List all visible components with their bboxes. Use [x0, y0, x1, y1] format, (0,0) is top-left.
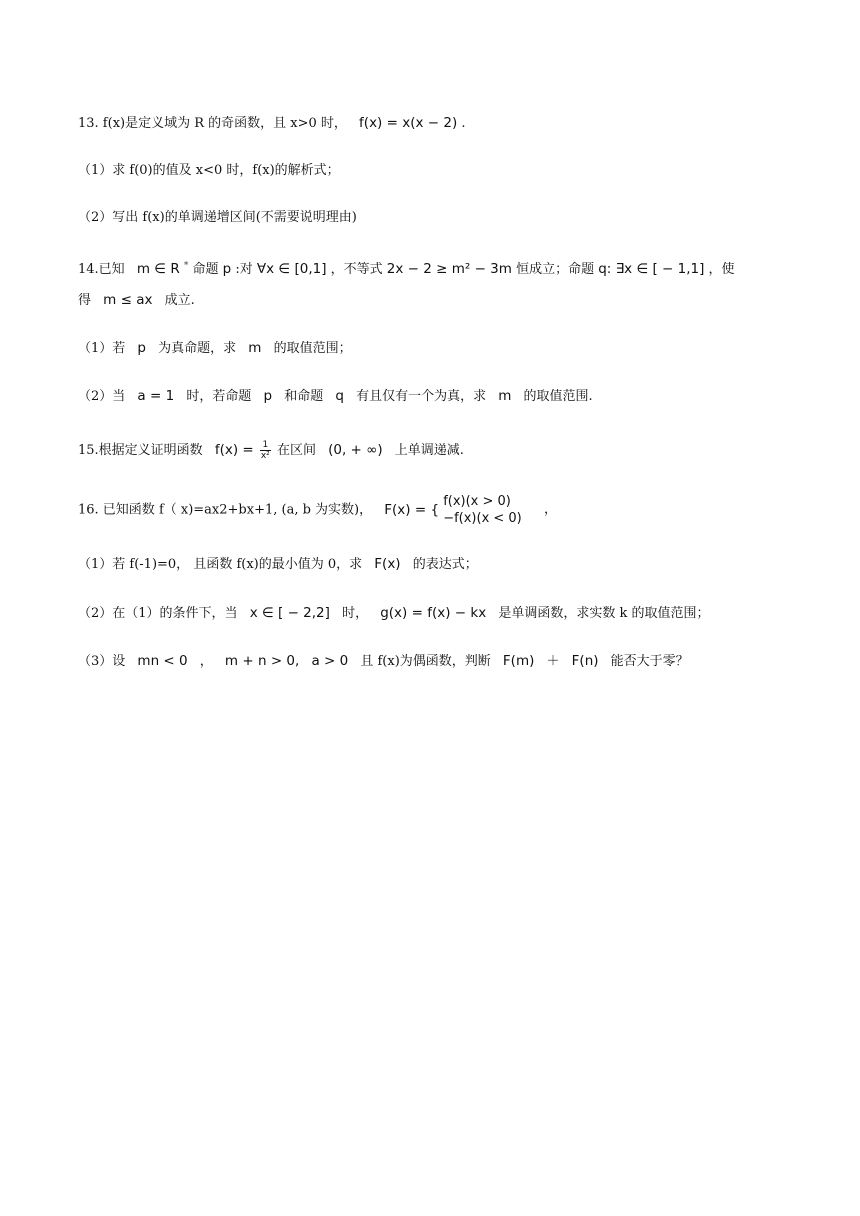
q16-part3-plus: ＋ — [546, 654, 560, 669]
q13-text: 13. f(x)是定义域为 R 的奇函数，且 x>0 时， — [78, 116, 347, 131]
q14-text: 得 — [78, 293, 92, 308]
q14-part2-text: 时，若命题 — [186, 389, 252, 404]
q14-formula-forall: ∀x ∈ [0,1] — [256, 261, 327, 277]
q16-part3-formula: F(n) — [571, 653, 599, 669]
q16-part2-formula: x ∈ [ − 2,2] — [249, 605, 330, 621]
q14-formula-inequality: 2x − 2 ≥ m² − 3m — [386, 261, 512, 277]
q15-text: 15.根据定义证明函数 — [78, 443, 203, 458]
q15-stem — [78, 438, 464, 463]
q14-part2-text: 的取值范围. — [523, 389, 593, 404]
q14-part1-text: （1）若 — [78, 341, 126, 356]
q14-formula-m: m ∈ R — [136, 261, 180, 277]
q14-text: ，不等式 — [330, 262, 383, 277]
q14-text: ，使 — [708, 262, 735, 277]
q14-part2-formula: p — [263, 388, 273, 404]
q14-part1-formula: m — [248, 340, 262, 356]
q13-period: . — [461, 116, 466, 131]
q14-part1-text: 为真命题，求 — [158, 341, 237, 356]
q16-part3-formula: F(m) — [502, 653, 535, 669]
q13-stem — [78, 114, 466, 133]
q16-part1 — [78, 555, 478, 574]
q14-part2-text: 和命题 — [284, 389, 324, 404]
q15-fraction — [260, 440, 271, 461]
q14-formula-ax: m ≤ ax — [103, 292, 153, 308]
q16-part2-formula: g(x) = f(x) − kx — [380, 605, 487, 621]
q16-text: 16. 已知函数 f（ x)=ax2+bx+1, (a, b 为实数)， — [78, 502, 373, 518]
q14-stem-line2 — [78, 291, 195, 310]
q16-part2-text: 时， — [342, 606, 369, 621]
q13-part1: （1）求 f(0)的值及 x<0 时，f(x)的解析式； — [78, 163, 340, 178]
q16-part1-text: （1）若 f(-1)=0， 且函数 f(x)的最小值为 0，求 — [78, 557, 363, 572]
q16-part2-text: 是单调函数，求实数 k 的取值范围； — [498, 606, 710, 621]
q14-text: 14.已知 — [78, 262, 125, 277]
q16-comma: ， — [544, 502, 558, 517]
q16-piecewise-cases — [443, 493, 522, 527]
q16-part3-formula: mn < 0 — [137, 653, 188, 669]
q13-part2: （2）写出 f(x)的单调递增区间(不需要说明理由) — [78, 210, 357, 225]
q16-part2-text: （2）在（1）的条件下，当 — [78, 606, 238, 621]
q14-part2-text: （2）当 — [78, 389, 126, 404]
q14-part2 — [78, 387, 593, 406]
q16-part3-text: ， — [199, 654, 213, 669]
q15-text: 在区间 — [276, 443, 316, 458]
q14-formula-q: q: ∃x ∈ [ − 1,1] — [598, 261, 705, 277]
piecewise-case-1: f(x)(x > 0) — [443, 494, 511, 509]
q13-formula: f(x) = x(x − 2) — [359, 115, 458, 131]
q15-formula: f(x) = — [214, 442, 254, 458]
q16-part1-text: 的表达式； — [412, 557, 478, 572]
q14-part1-formula: p — [137, 340, 146, 356]
q14-part2-formula: m — [498, 388, 512, 404]
q14-text: 成立. — [164, 293, 195, 308]
q14-part1 — [78, 339, 352, 358]
q16-part3-text: （3）设 — [78, 654, 126, 669]
fraction-numerator: 1 — [260, 440, 271, 451]
q14-text: :对 — [235, 262, 253, 277]
q14-text: 命题 — [192, 262, 219, 277]
q16-part1-formula: F(x) — [374, 556, 401, 572]
q16-part3-text: 且 f(x)为偶函数，判断 — [360, 654, 491, 669]
fraction-denominator: x² — [260, 451, 270, 461]
q16-part2 — [78, 604, 709, 623]
q16-part3-text: 能否大于零？ — [610, 654, 689, 669]
q14-star: * — [183, 261, 189, 271]
q14-formula-p: p — [222, 261, 232, 277]
piecewise-case-2: −f(x)(x < 0) — [443, 511, 522, 526]
q14-part2-formula: q — [335, 388, 344, 404]
q16-part3-formula: m + n > 0, — [224, 653, 300, 669]
q16-part3 — [78, 652, 689, 671]
q15-text: 上单调递减. — [394, 443, 464, 458]
q16-stem — [78, 492, 557, 529]
q16-part3-formula: a > 0 — [311, 653, 349, 669]
q14-stem-line1 — [78, 257, 735, 279]
q14-part1-text: 的取值范围； — [273, 341, 352, 356]
q15-interval: (0, + ∞) — [328, 442, 383, 458]
q16-piecewise-lhs: F(x) = { — [384, 502, 440, 518]
q14-part2-formula: a = 1 — [137, 388, 175, 404]
q14-text: 恒成立；命题 — [516, 262, 595, 277]
q14-part2-text: 有且仅有一个为真，求 — [356, 389, 487, 404]
